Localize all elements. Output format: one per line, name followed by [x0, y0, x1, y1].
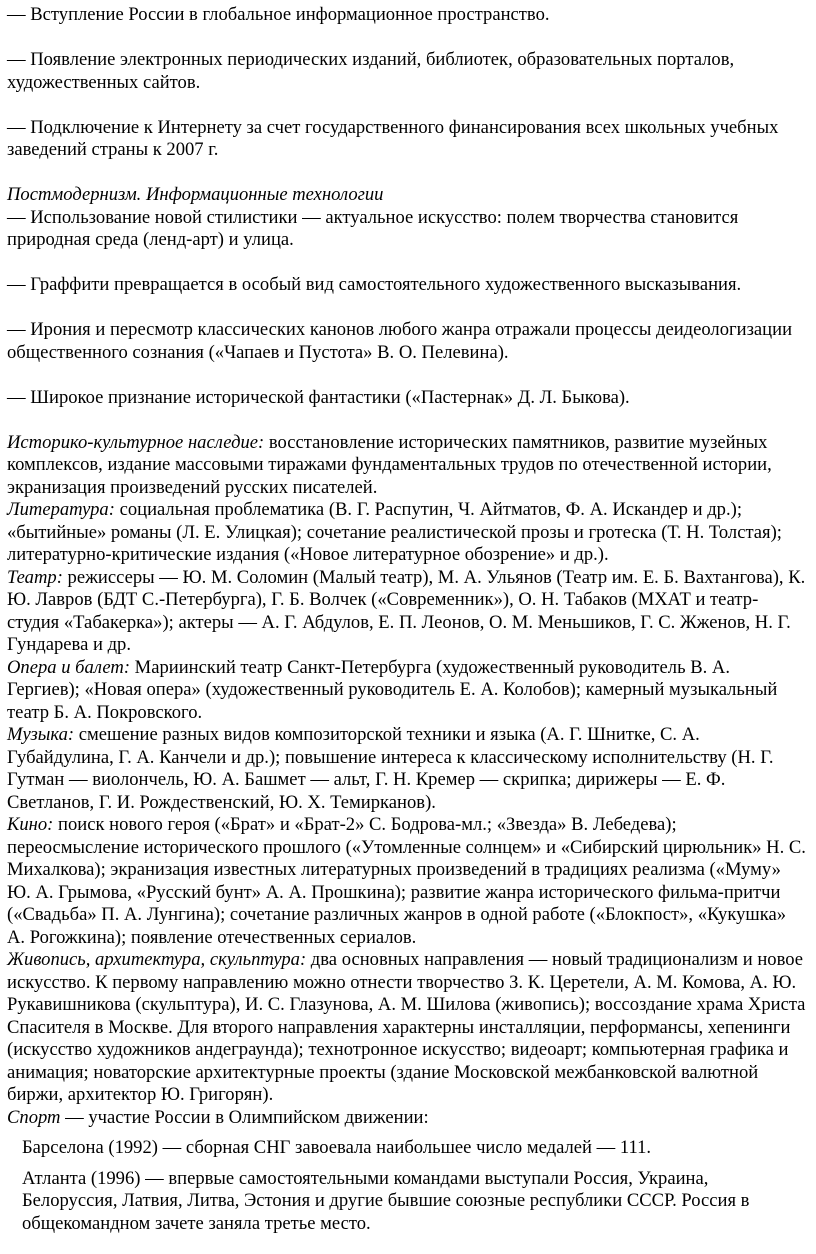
sport-item-atlanta: Атланта (1996) — впервые самостоятельными командами выступали Россия, Украина, Белоруссия, Латвия, Литва, Эстония и другие бывшие союзные республики СССР. Россия в общекомандном зачете заняла третье место.: [22, 1167, 750, 1234]
section-painting-architecture-label: Живопись, архитектура, скульптура:: [7, 949, 307, 970]
item-electronic-editions: — Появление электронных периодических изданий, библиотек, образовательных порталов, художественных сайтов.: [7, 49, 735, 93]
section-heritage: [7, 432, 807, 500]
section-heritage-label: Историко-культурное наследие:: [7, 431, 265, 453]
section-music-label: Музыка:: [7, 724, 75, 745]
section-opera-ballet-label: Опера и балет:: [7, 656, 131, 678]
item-internet-schools: — Подключение к Интернету за счет государственного финансирования всех школьных учебных заведений страны к 2007 г.: [7, 116, 779, 160]
section-cinema-label: Кино:: [7, 814, 54, 835]
section-cinema-text: поиск нового героя («Брат» и «Брат-2» С. Бодрова-мл.; «Звезда» В. Лебедева); переосмысление исторического прошлого («Утомленные солнцем» и «Сибирский цирюльник» Н. С. Михалкова); экранизация известных литературных произведений в традициях реализма («Муму» Ю. А. Грымова, «Русский бунт» А. А. Прошкина); развитие жанра исторического фильма-притчи («Свадьба» П. А. Лунгина); сочетание различных жанров в одной работе («Блокпост», «Кукушка» А. Рогожкина); появление отечественных сериалов.: [7, 814, 806, 948]
section-literature-text: социальная проблематика (В. Г. Распутин, Ч. Айтматов, Ф. А. Искандер и др.); «бытийные» романы (Л. Е. Улицкая); сочетание реалистической прозы и гротеска (Т. Н. Толстая); литературно-критические издания («Новое литературное обозрение» и др.).: [7, 499, 782, 565]
postmodern-item-irony: — Ирония и пересмотр классических канонов любого жанра отражали процессы деидеологизации общественного сознания («Чапаев и Пустота» В. О. Пелевина).: [7, 319, 793, 363]
section-theatre: [7, 567, 807, 657]
section-sport-text: — участие России в Олимпийском движении:: [60, 1106, 429, 1128]
item-global-space: — Вступление России в глобальное информационное пространство.: [7, 4, 550, 25]
section-opera-ballet-text: Мариинский театр Санкт-Петербурга (художественный руководитель В. А. Гергиев); «Новая опера» (художественный руководитель Е. А. Колобов); камерный музыкальный театр Б. А. Покровского.: [7, 656, 778, 723]
section-sport-label: Спорт: [7, 1106, 61, 1128]
postmodern-heading: Постмодернизм. Информационные технологии: [7, 184, 384, 205]
section-literature: [7, 499, 807, 567]
section-opera-ballet: [7, 657, 807, 725]
section-painting-architecture: [7, 949, 807, 1107]
section-music-text: смешение разных видов композиторской техники и языка (А. Г. Шнитке, С. А. Губайдулина, Г. А. Канчели и др.); повышение интереса к классическому исполнительству (Н. Г. Гутман — виолончель, Ю. А. Башмет — альт, Г. Н. Кремер — скрипка; дирижеры — Е. Ф. Светланов, Г. И. Рождественский, Ю. Х. Темирканов).: [7, 724, 774, 813]
section-cinema: [7, 814, 807, 949]
section-theatre-text: режиссеры — Ю. М. Соломин (Малый театр), М. А. Ульянов (Театр им. Е. Б. Вахтангова), К. Ю. Лавров (БДТ С.-Петербурга), Г. Б. Волчек («Современник»), О. Н. Табаков (МХАТ и театр-студия «Табакерка»); актеры — А. Г. Абдулов, Е. П. Леонов, О. М. Меньшиков, Г. С. Жженов, Н. Г. Гундарева и др.: [7, 566, 806, 655]
document-page: [7, 0, 807, 1235]
section-painting-architecture-text: два основных направления — новый традиционализм и новое искусство. К первому направлению можно отнести творчество З. К. Церетели, А. М. Комова, А. Ю. Рукавишникова (скульптура), И. С. Глазунова, А. М. Шилова (живопись); воссоздание храма Христа Спасителя в Москве. Для второго направления характерны инсталляции, перформансы, хепенинги (искусство художников андеграунда); технотронное искусство; видеоарт; компьютерная графика и анимация; новаторские архитектурные проекты (здание Московской межбанковской валютной биржи, архитектор Ю. Григорян).: [7, 949, 806, 1105]
section-music: [7, 724, 807, 814]
postmodern-item-graffiti: — Граффити превращается в особый вид самостоятельного художественного высказывания.: [7, 274, 742, 295]
section-sport: [7, 1107, 807, 1130]
sport-item-barcelona: Барселона (1992) — сборная СНГ завоевала наибольшее число медалей — 111.: [22, 1137, 652, 1158]
postmodern-item-stylistics: — Использование новой стилистики — актуальное искусство: полем творчества становится природная среда (ленд-арт) и улица.: [7, 206, 739, 250]
section-heritage-text: восстановление исторических памятников, развитие музейных комплексов, издание массовыми тиражами фундаментальных трудов по отечественной истории, экранизация произведений русских писателей.: [7, 431, 772, 498]
section-literature-label: Литература:: [7, 499, 115, 520]
postmodern-item-fantasy: — Широкое признание исторической фантастики («Пастернак» Д. Л. Быкова).: [7, 386, 630, 408]
section-theatre-label: Театр:: [7, 566, 63, 588]
